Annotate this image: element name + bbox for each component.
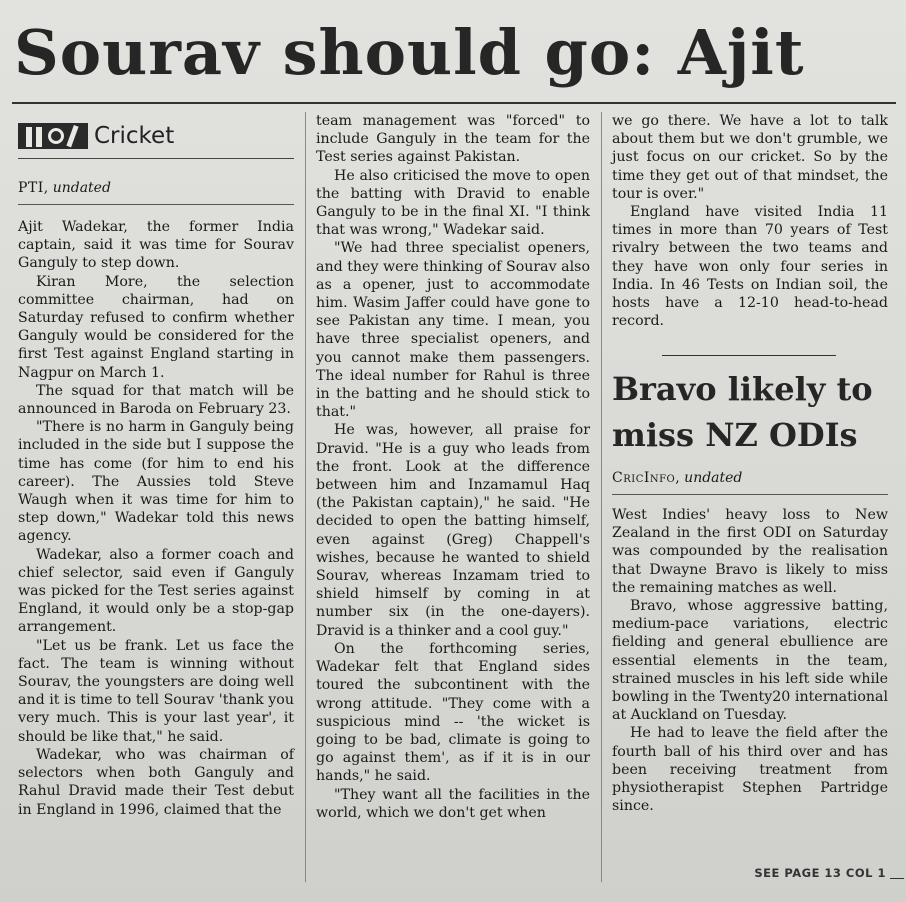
continuation-rule [890, 878, 904, 879]
byline-source: CricInfo [612, 470, 676, 486]
section-rule [18, 158, 294, 159]
cricket-bat-ball-icon [18, 121, 88, 151]
paragraph: He was, however, all praise for Dravid. "He is a guy who leads from the front. Look at the difference between him and Inzamamul Haq (the Pakistan captain)," he said. "He decided to open the batting himself, even against (Greg) Chappell's wishes, because he wanted to shield Sourav, whereas Inzamam tried to shield himself by coming in at number six (in the one-dayers). Dravid is a thinker and a cool guy." [316, 422, 590, 639]
secondary-article-body [612, 506, 888, 815]
section-label: Cricket [94, 123, 175, 149]
paragraph: England have visited India 11 times in more than 70 years of Test rivalry between the two teams and they have won only four series in India. In 46 Tests on Indian soil, the hosts have a 12-10 head-to-head record. [612, 204, 888, 330]
paragraph: He also criticised the move to open the batting with Dravid to enable Ganguly to be in the final XI. "I think that was wrong," Wadekar said. [316, 167, 590, 239]
byline-date: undated [684, 470, 743, 486]
paragraph: Ajit Wadekar, the former India captain, said it was time for Sourav Ganguly to step down. [18, 219, 294, 272]
paragraph: Wadekar, also a former coach and chief selector, said even if Ganguly was picked for the Test series against England, it would only be a stop-gap arrangement. [18, 546, 294, 636]
secondary-byline: CricInfo, undated [612, 470, 743, 486]
paragraph: Wadekar, who was chairman of selectors when both Ganguly and Rahul Dravid made their Test debut in England in 1996, claimed that the [18, 746, 294, 818]
byline-source: PTI [18, 180, 44, 196]
article-column-3 [612, 112, 888, 330]
paragraph: team management was "forced" to include Ganguly in the team for the Test series against Pakistan. [316, 113, 590, 166]
paragraph: On the forthcoming series, Wadekar felt that England sides toured the subcontinent with the wrong attitude. "They come with a suspicious mind -- 'the wicket is going to be bad, climate is going to go against them', as if it is in our hands," he said. [316, 640, 590, 785]
paragraph: West Indies' heavy loss to New Zealand in the first ODI on Saturday was compounded by the realisation that Dwayne Bravo is likely to miss the remaining matches as well. [612, 507, 888, 596]
paragraph: The squad for that match will be announced in Baroda on February 23. [18, 382, 294, 418]
column-divider [601, 112, 602, 882]
byline: PTI, undated [18, 180, 111, 196]
headline-rule [12, 102, 896, 104]
paragraph: He had to leave the field after the fourth ball of his third over and has been receiving treatment from physiotherapist Stephen Partridge since. [612, 725, 888, 815]
byline-rule [18, 204, 294, 205]
paragraph: Bravo, whose aggressive batting, medium-pace variations, electric fielding and general ebullience are essential elements in the team, strained muscles in his left side while bowling in the Twenty20 international at Auckland on Tuesday. [612, 598, 888, 724]
paragraph: we go there. We have a lot to talk about them but we don't grumble, we just focus on our cricket. So by the time they get out of that mindset, the tour is over." [612, 113, 888, 202]
byline-date: undated [52, 180, 111, 196]
column-divider [305, 112, 306, 882]
paragraph: Kiran More, the selection committee chairman, had on Saturday refused to confirm whether Ganguly would be considered for the first Test against England starting in Nagpur on March 1. [18, 273, 294, 381]
article-separator-rule [662, 355, 836, 356]
secondary-byline-rule [612, 494, 888, 495]
paragraph: "There is no harm in Ganguly being included in the side but I suppose the time has come (for him to end his career). The Aussies told Steve Waugh when it was time for him to step down," Wadekar told this news agency. [18, 419, 294, 545]
article-column-2 [316, 112, 590, 822]
article-column-1 [18, 218, 294, 819]
section-header [18, 118, 278, 154]
page-headline: Sourav should go: Ajit [14, 16, 805, 89]
paragraph: "We had three specialist openers, and they were thinking of Sourav also as a opener, just to accommodate him. Wasim Jaffer could have gone to see Pakistan any time. I mean, you have three specialist openers, and you cannot make them passengers. The ideal number for Rahul is three in the batting and he should stick to that." [316, 240, 590, 421]
secondary-headline: Bravo likely to miss NZ ODIs [612, 370, 873, 454]
paragraph: "Let us be frank. Let us face the fact. The team is winning without Sourav, the youngsters are doing well and it is time to tell Sourav 'thank you very much. This is your last year', it should be like that," he said. [18, 637, 294, 745]
continuation-note: SEE PAGE 13 COL 1 [754, 866, 886, 880]
paragraph: "They want all the facilities in the world, which we don't get when [316, 786, 590, 821]
